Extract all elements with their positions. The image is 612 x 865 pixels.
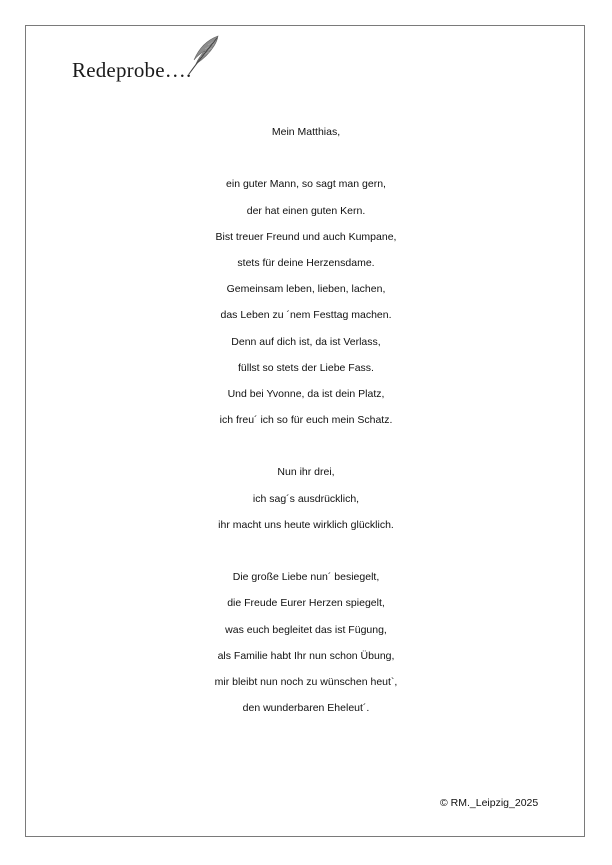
page-title: Redeprobe….: [72, 58, 192, 82]
poem-stanza: [0, 564, 612, 721]
quill-feather-icon: [185, 34, 221, 76]
poem-stanza: [0, 171, 612, 433]
header: [72, 46, 191, 82]
poem-line: ich freu´ ich so für euch mein Schatz.: [219, 414, 393, 427]
poem-line: Und bei Yvonne, da ist dein Platz,: [227, 387, 385, 400]
poem-stanza: [0, 459, 612, 538]
poem-line: Gemeinsam leben, lieben, lachen,: [226, 283, 386, 296]
poem: [0, 119, 612, 721]
poem-line: Denn auf dich ist, da ist Verlass,: [231, 335, 381, 348]
poem-line: ich sag´s ausdrücklich,: [252, 492, 360, 505]
poem-salutation: Mein Matthias,: [271, 126, 341, 138]
poem-line: Die große Liebe nun´ besiegelt,: [232, 571, 380, 584]
poem-line: als Familie habt Ihr nun schon Übung,: [217, 649, 395, 662]
poem-line: mir bleibt nun noch zu wünschen heut`,: [214, 675, 398, 688]
copyright-notice: © RM._Leipzig_2025: [440, 797, 539, 809]
poem-line: der hat einen guten Kern.: [246, 204, 366, 217]
stanza-gap: [0, 433, 612, 459]
poem-line: was euch begleitet das ist Fügung,: [225, 623, 387, 636]
poem-line: füllst so stets der Liebe Fass.: [238, 361, 374, 374]
poem-line: stets für deine Herzensdame.: [237, 256, 375, 269]
poem-line: ihr macht uns heute wirklich glücklich.: [218, 518, 394, 531]
poem-line: Bist treuer Freund und auch Kumpane,: [215, 230, 397, 243]
poem-line: den wunderbaren Eheleut´.: [242, 702, 370, 715]
poem-line: die Freude Eurer Herzen spiegelt,: [227, 597, 385, 610]
stanza-gap: [0, 538, 612, 564]
poem-line: das Leben zu ´nem Festtag machen.: [220, 309, 392, 322]
poem-line: ein guter Mann, so sagt man gern,: [226, 178, 386, 191]
poem-line: Nun ihr drei,: [277, 466, 335, 479]
